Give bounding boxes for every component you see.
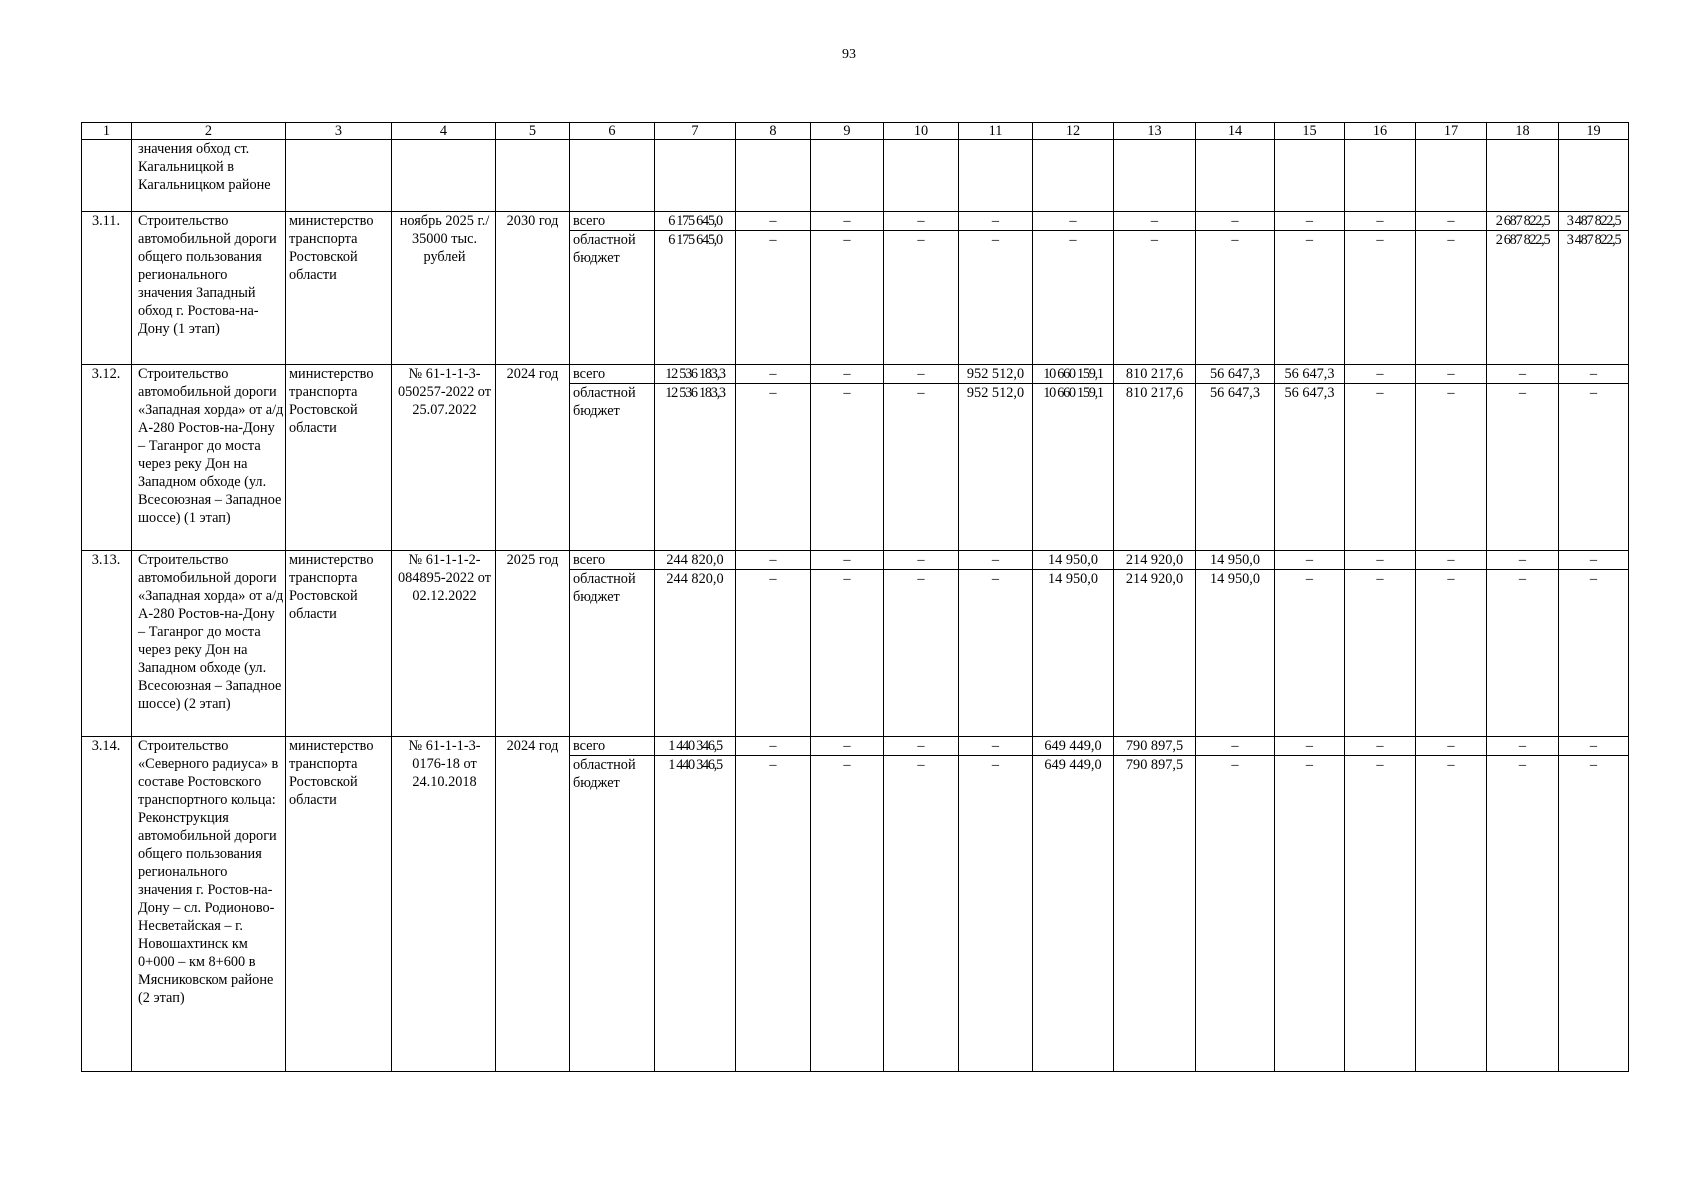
amount-cell: – (1416, 570, 1487, 737)
column-header-11: 11 (959, 123, 1033, 140)
amount-cell: – (811, 384, 884, 551)
amount-cell: – (959, 570, 1033, 737)
amount-cell: – (1559, 737, 1629, 756)
empty-cell (736, 140, 811, 212)
empty-cell (811, 140, 884, 212)
amount-cell: – (1196, 737, 1275, 756)
amount-cell: – (1487, 365, 1559, 384)
amount-cell: – (959, 756, 1033, 1072)
column-header-14: 14 (1196, 123, 1275, 140)
amount-cell: – (736, 570, 811, 737)
budget-table (81, 122, 1629, 1072)
amount-cell: – (1487, 551, 1559, 570)
amount-cell: – (1559, 384, 1629, 551)
amount-cell: – (1416, 737, 1487, 756)
amount-cell: – (884, 212, 959, 231)
funding-source: всего (570, 365, 655, 384)
amount-cell: – (1345, 756, 1416, 1072)
column-header-1: 1 (82, 123, 132, 140)
amount-cell: – (884, 231, 959, 365)
executor: министерство транспорта Ростовской области (286, 212, 392, 365)
amount-cell: – (736, 384, 811, 551)
row-number: 3.14. (82, 737, 132, 1072)
amount-cell: – (1416, 365, 1487, 384)
amount-cell: 952 512,0 (959, 365, 1033, 384)
amount-cell: – (1487, 384, 1559, 551)
column-header-13: 13 (1114, 123, 1196, 140)
amount-cell: 214 920,0 (1114, 551, 1196, 570)
column-header-10: 10 (884, 123, 959, 140)
amount-cell: 2 687 822,5 (1487, 231, 1559, 365)
column-header-16: 16 (1345, 123, 1416, 140)
amount-cell: – (811, 756, 884, 1072)
amount-cell: – (1275, 570, 1345, 737)
amount-cell: 14 950,0 (1033, 570, 1114, 737)
amount-cell: 790 897,5 (1114, 737, 1196, 756)
amount-cell: – (1275, 231, 1345, 365)
column-header-7: 7 (655, 123, 736, 140)
amount-cell: 244 820,0 (655, 570, 736, 737)
amount-cell: – (811, 570, 884, 737)
funding-source: всего (570, 212, 655, 231)
amount-cell: – (1345, 570, 1416, 737)
amount-cell: – (736, 231, 811, 365)
row-number: 3.12. (82, 365, 132, 551)
amount-cell: – (1275, 737, 1345, 756)
column-header-2: 2 (132, 123, 286, 140)
amount-cell: 790 897,5 (1114, 756, 1196, 1072)
empty-cell (1487, 140, 1559, 212)
amount-cell: – (811, 551, 884, 570)
table-row-total (82, 551, 1629, 570)
amount-cell: 56 647,3 (1275, 365, 1345, 384)
amount-cell: – (736, 756, 811, 1072)
amount-cell: – (884, 737, 959, 756)
amount-cell: 1 440 346,5 (655, 756, 736, 1072)
executor: министерство транспорта Ростовской области (286, 365, 392, 551)
empty-cell (392, 140, 496, 212)
amount-cell: – (884, 756, 959, 1072)
object-name: Строительство автомобильной дороги «Западная хорда» от а/д А-280 Ростов-на-Дону – Таганрог до моста через реку Дон на Западном обходе (ул. Всесоюзная – Западное шоссе) (2 этап) (132, 551, 286, 737)
row-number: 3.13. (82, 551, 132, 737)
amount-cell: – (1345, 212, 1416, 231)
amount-cell: 244 820,0 (655, 551, 736, 570)
amount-cell: – (1416, 384, 1487, 551)
project-document: № 61-1-1-2-084895-2022 от 02.12.2022 (392, 551, 496, 737)
empty-cell (1114, 140, 1196, 212)
amount-cell: – (1416, 551, 1487, 570)
amount-cell: – (959, 737, 1033, 756)
amount-cell: – (884, 551, 959, 570)
amount-cell: – (959, 212, 1033, 231)
amount-cell: – (1196, 756, 1275, 1072)
empty-cell (1275, 140, 1345, 212)
amount-cell: – (1416, 212, 1487, 231)
amount-cell: 649 449,0 (1033, 756, 1114, 1072)
amount-cell: 56 647,3 (1196, 384, 1275, 551)
column-header-8: 8 (736, 123, 811, 140)
empty-cell (286, 140, 392, 212)
column-header-5: 5 (496, 123, 570, 140)
amount-cell: – (1275, 551, 1345, 570)
project-document: ноябрь 2025 г./ 35000 тыс. рублей (392, 212, 496, 365)
empty-cell (655, 140, 736, 212)
amount-cell: 3 487 822,5 (1559, 231, 1629, 365)
amount-cell: – (736, 737, 811, 756)
funding-source: областной бюджет (570, 756, 655, 1072)
funding-source: областной бюджет (570, 231, 655, 365)
amount-cell: 56 647,3 (1275, 384, 1345, 551)
amount-cell: 14 950,0 (1033, 551, 1114, 570)
executor: министерство транспорта Ростовской области (286, 737, 392, 1072)
completion-year: 2024 год (496, 737, 570, 1072)
amount-cell: – (1033, 231, 1114, 365)
header-row (82, 123, 1629, 140)
funding-source: областной бюджет (570, 570, 655, 737)
column-header-15: 15 (1275, 123, 1345, 140)
project-document: № 61-1-1-3-050257-2022 от 25.07.2022 (392, 365, 496, 551)
completion-year: 2025 год (496, 551, 570, 737)
amount-cell: – (884, 365, 959, 384)
page-number: 93 (842, 47, 856, 62)
executor: министерство транспорта Ростовской области (286, 551, 392, 737)
table-row-total (82, 365, 1629, 384)
amount-cell: 2 687 822,5 (1487, 212, 1559, 231)
row-number: 3.11. (82, 212, 132, 365)
completion-year: 2030 год (496, 212, 570, 365)
amount-cell: – (1345, 231, 1416, 365)
amount-cell: – (1559, 756, 1629, 1072)
row-number-cell (82, 140, 132, 212)
column-header-6: 6 (570, 123, 655, 140)
amount-cell: – (1487, 756, 1559, 1072)
amount-cell: – (736, 365, 811, 384)
empty-cell (884, 140, 959, 212)
amount-cell: – (1275, 756, 1345, 1072)
table-row-total (82, 212, 1629, 231)
amount-cell: – (1033, 212, 1114, 231)
column-header-4: 4 (392, 123, 496, 140)
amount-cell: 810 217,6 (1114, 384, 1196, 551)
amount-cell: – (1114, 212, 1196, 231)
empty-cell (959, 140, 1033, 212)
amount-cell: 6 175 645,0 (655, 212, 736, 231)
empty-cell (1559, 140, 1629, 212)
column-header-18: 18 (1487, 123, 1559, 140)
amount-cell: 649 449,0 (1033, 737, 1114, 756)
column-header-19: 19 (1559, 123, 1629, 140)
amount-cell: – (1196, 212, 1275, 231)
amount-cell: 12 536 183,3 (655, 365, 736, 384)
amount-cell: – (884, 570, 959, 737)
amount-cell: 14 950,0 (1196, 551, 1275, 570)
amount-cell: – (1196, 231, 1275, 365)
funding-source: всего (570, 551, 655, 570)
amount-cell: – (1487, 570, 1559, 737)
column-header-17: 17 (1416, 123, 1487, 140)
empty-cell (1033, 140, 1114, 212)
completion-year: 2024 год (496, 365, 570, 551)
amount-cell: – (1345, 737, 1416, 756)
amount-cell: – (811, 365, 884, 384)
amount-cell: 10 660 159,1 (1033, 384, 1114, 551)
amount-cell: – (811, 231, 884, 365)
amount-cell: – (1345, 551, 1416, 570)
empty-cell (1196, 140, 1275, 212)
empty-cell (570, 140, 655, 212)
funding-source: всего (570, 737, 655, 756)
amount-cell: 952 512,0 (959, 384, 1033, 551)
empty-cell (496, 140, 570, 212)
column-header-12: 12 (1033, 123, 1114, 140)
object-name-cell: значения обход ст. Кагальницкой в Кагальницком районе (132, 140, 286, 212)
amount-cell: 3 487 822,5 (1559, 212, 1629, 231)
amount-cell: – (811, 212, 884, 231)
amount-cell: – (736, 212, 811, 231)
amount-cell: 6 175 645,0 (655, 231, 736, 365)
amount-cell: – (1559, 365, 1629, 384)
amount-cell: – (1114, 231, 1196, 365)
amount-cell: – (736, 551, 811, 570)
amount-cell: 214 920,0 (1114, 570, 1196, 737)
object-name: Строительство автомобильной дороги «Западная хорда» от а/д А-280 Ростов-на-Дону – Таганрог до моста через реку Дон на Западном обходе (ул. Всесоюзная – Западное шоссе) (1 этап) (132, 365, 286, 551)
object-name: Строительство автомобильной дороги общего пользования регионального значения Западный обход г. Ростова-на-Дону (1 этап) (132, 212, 286, 365)
funding-source: областной бюджет (570, 384, 655, 551)
amount-cell: – (1416, 231, 1487, 365)
amount-cell: – (1487, 737, 1559, 756)
empty-cell (1416, 140, 1487, 212)
amount-cell: – (1559, 551, 1629, 570)
amount-cell: 1 440 346,5 (655, 737, 736, 756)
amount-cell: 810 217,6 (1114, 365, 1196, 384)
project-document: № 61-1-1-3-0176-18 от 24.10.2018 (392, 737, 496, 1072)
amount-cell: – (1345, 365, 1416, 384)
column-header-3: 3 (286, 123, 392, 140)
amount-cell: 14 950,0 (1196, 570, 1275, 737)
table-row-total (82, 737, 1629, 756)
amount-cell: 10 660 159,1 (1033, 365, 1114, 384)
amount-cell: – (1275, 212, 1345, 231)
continuation-row (82, 140, 1629, 212)
amount-cell: – (959, 551, 1033, 570)
column-header-9: 9 (811, 123, 884, 140)
amount-cell: – (884, 384, 959, 551)
amount-cell: – (1559, 570, 1629, 737)
amount-cell: – (1345, 384, 1416, 551)
amount-cell: – (1416, 756, 1487, 1072)
amount-cell: – (811, 737, 884, 756)
object-name: Строительство «Северного радиуса» в составе Ростовского транспортного кольца: Реконструкция автомобильной дороги общего пользования регионального значения г. Ростов-на-Дону – сл. Родионово-Несветайская – г. Новошахтинск км 0+000 – км 8+600 в Мясниковском районе (2 этап) (132, 737, 286, 1072)
amount-cell: – (959, 231, 1033, 365)
empty-cell (1345, 140, 1416, 212)
amount-cell: 56 647,3 (1196, 365, 1275, 384)
amount-cell: 12 536 183,3 (655, 384, 736, 551)
